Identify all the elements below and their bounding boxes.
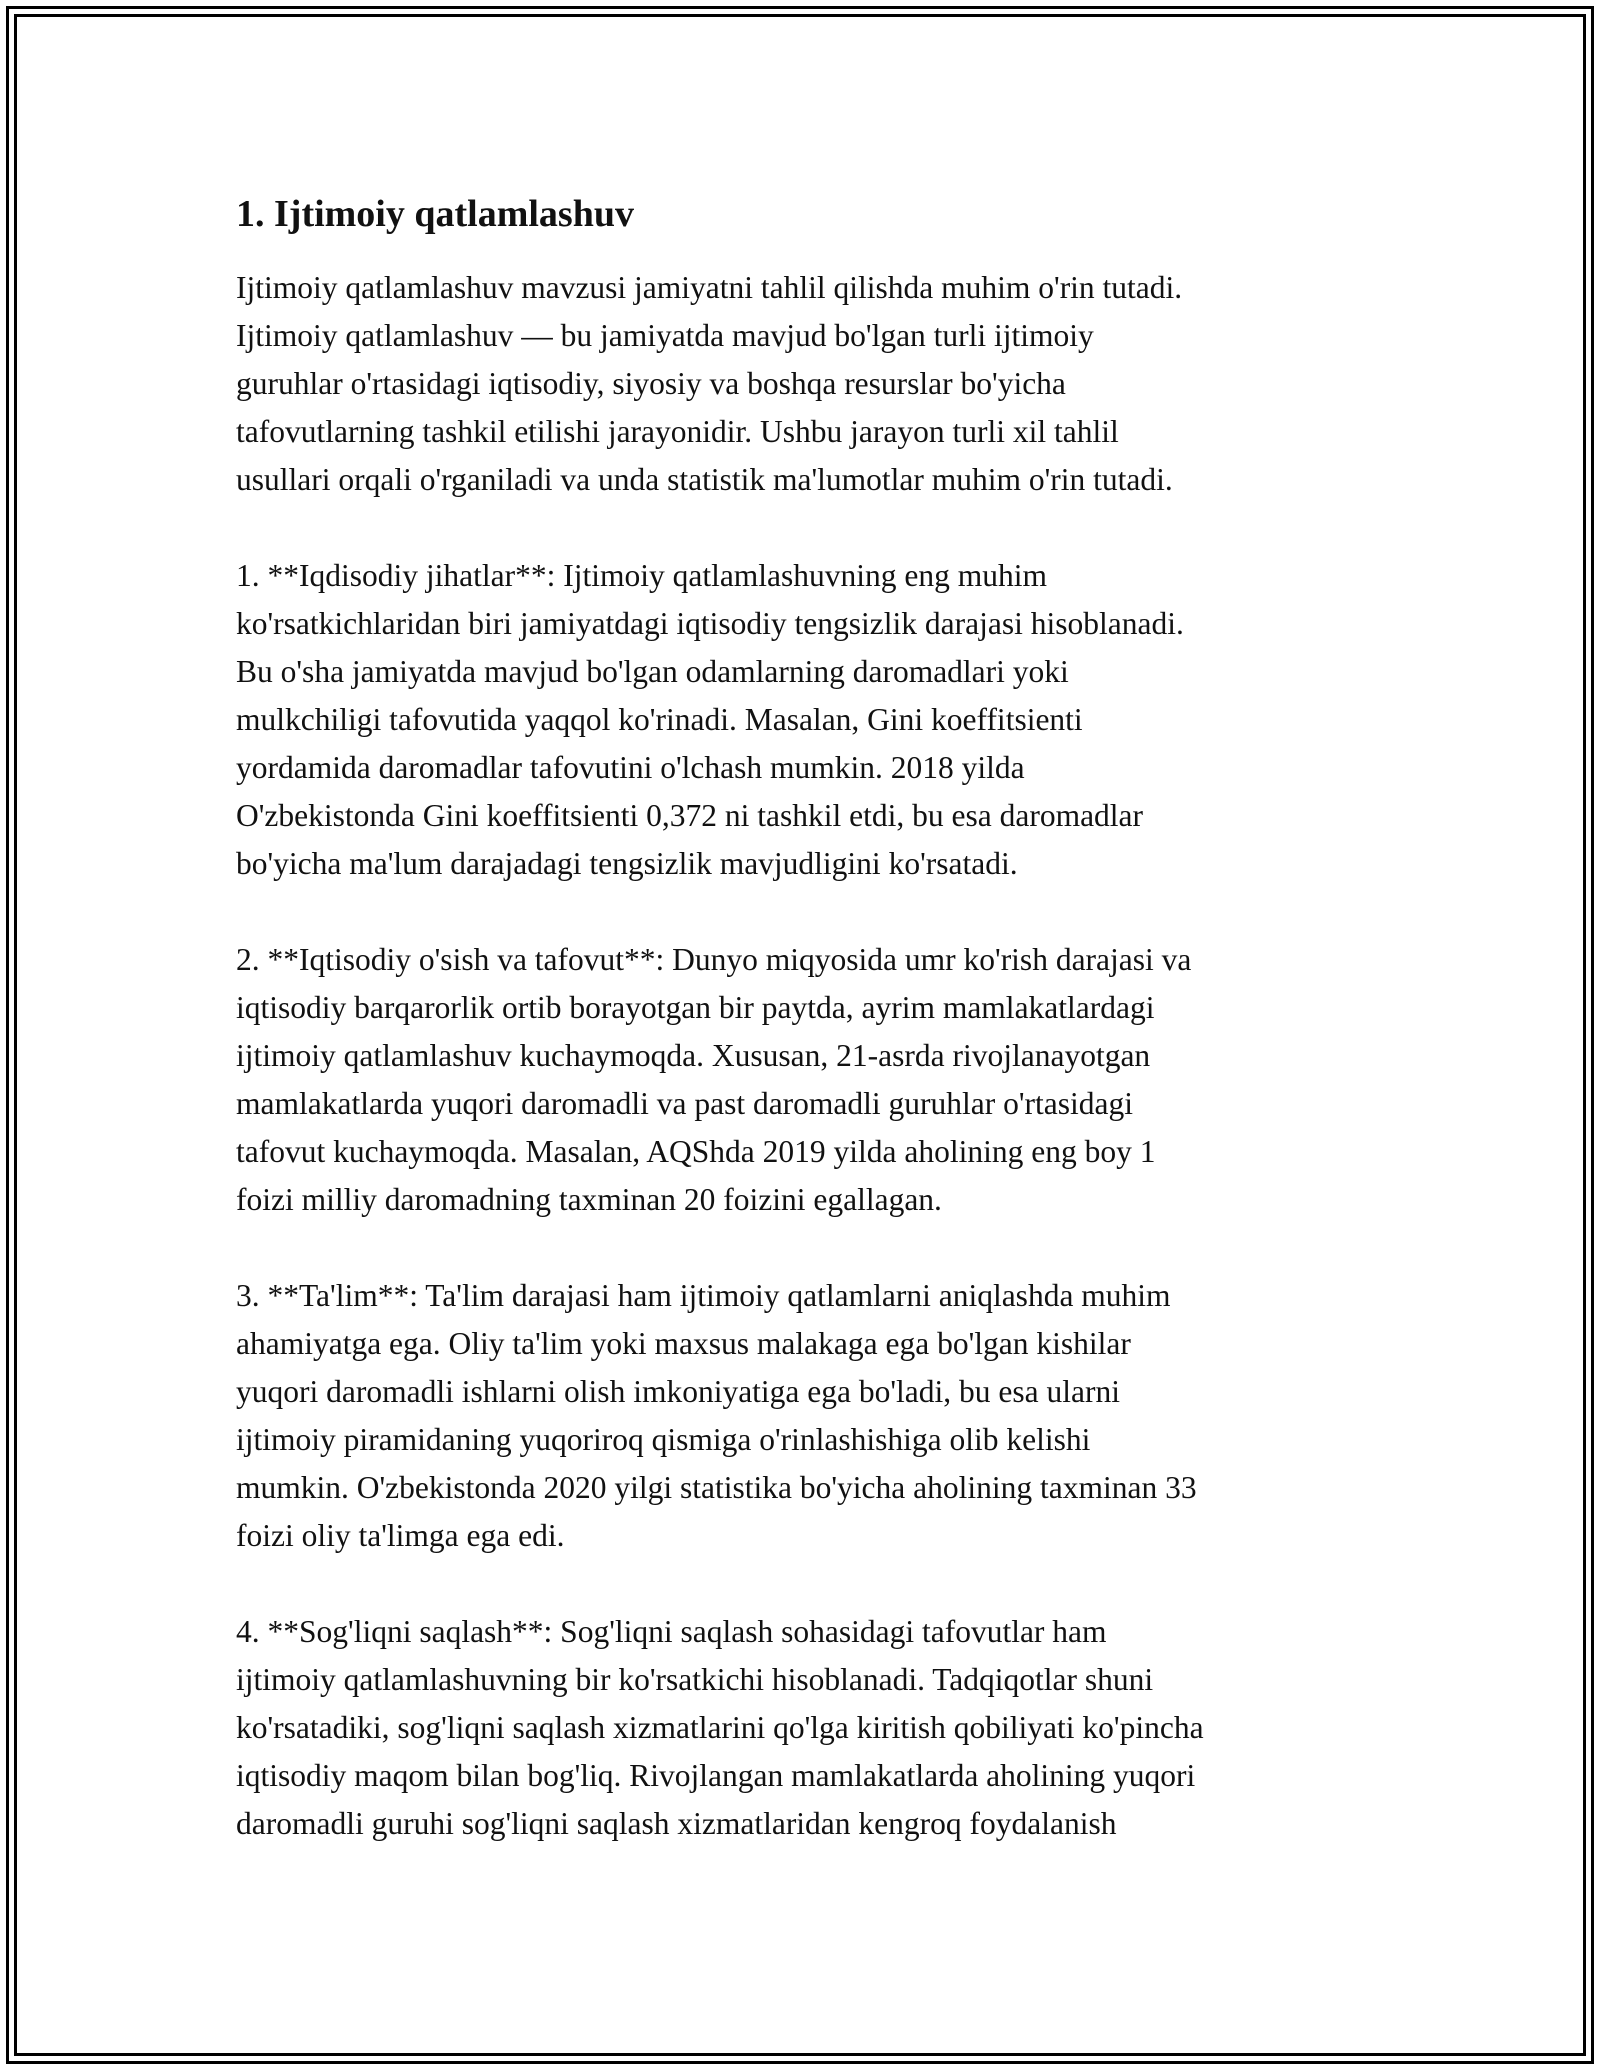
paragraph-healthcare [236, 1608, 1376, 1848]
text-line: usullari orqali o'rganiladi va unda statistik ma'lumotlar muhim o'rin tutadi. [236, 462, 1173, 497]
document-body [236, 190, 1376, 1896]
text-line: tafovut kuchaymoqda. Masalan, AQShda 2019 yilda aholining eng boy 1 [236, 1134, 1156, 1169]
text-line: bo'yicha ma'lum darajadagi tengsizlik mavjudligini ko'rsatadi. [236, 846, 1018, 881]
text-line: O'zbekistonda Gini koeffitsienti 0,372 ni tashkil etdi, bu esa daromadlar [236, 798, 1144, 833]
text-line: 1. **Iqdisodiy jihatlar**: Ijtimoiy qatlamlashuvning eng muhim [236, 558, 1048, 593]
text-line: yuqori daromadli ishlarni olish imkoniyatiga ega bo'ladi, bu esa ularni [236, 1374, 1120, 1409]
text-line: Bu o'sha jamiyatda mavjud bo'lgan odamlarning daromadlari yoki [236, 654, 1069, 689]
text-line: iqtisodiy maqom bilan bog'liq. Rivojlangan mamlakatlarda aholining yuqori [236, 1758, 1196, 1793]
paragraph-intro [236, 264, 1376, 504]
text-line: ko'rsatkichlaridan biri jamiyatdagi iqtisodiy tengsizlik darajasi hisoblanadi. [236, 606, 1184, 641]
paragraph-economic-aspects [236, 552, 1376, 888]
text-line: mumkin. O'zbekistonda 2020 yilgi statistika bo'yicha aholining taxminan 33 [236, 1470, 1197, 1505]
text-line: ijtimoiy piramidaning yuqoriroq qismiga o'rinlashishiga olib kelishi [236, 1422, 1091, 1457]
text-line: mamlakatlarda yuqori daromadli va past daromadli guruhlar o'rtasidagi [236, 1086, 1134, 1121]
text-line: Ijtimoiy qatlamlashuv — bu jamiyatda mavjud bo'lgan turli ijtimoiy [236, 318, 1094, 353]
text-line: ijtimoiy qatlamlashuv kuchaymoqda. Xususan, 21-asrda rivojlanayotgan [236, 1038, 1151, 1073]
text-line: Ijtimoiy qatlamlashuv mavzusi jamiyatni tahlil qilishda muhim o'rin tutadi. [236, 270, 1183, 305]
text-line: 3. **Ta'lim**: Ta'lim darajasi ham ijtimoiy qatlamlarni aniqlashda muhim [236, 1278, 1171, 1313]
paragraph-education [236, 1272, 1376, 1560]
text-line: iqtisodiy barqarorlik ortib borayotgan bir paytda, ayrim mamlakatlardagi [236, 990, 1155, 1025]
text-line: 4. **Sog'liqni saqlash**: Sog'liqni saqlash sohasidagi tafovutlar ham [236, 1614, 1107, 1649]
text-line: ko'rsatadiki, sog'liqni saqlash xizmatlarini qo'lga kiritish qobiliyati ko'pincha [236, 1710, 1204, 1745]
text-line: yordamida daromadlar tafovutini o'lchash mumkin. 2018 yilda [236, 750, 1025, 785]
text-line: foizi oliy ta'limga ega edi. [236, 1518, 565, 1553]
text-line: foizi milliy daromadning taxminan 20 foizini egallagan. [236, 1182, 942, 1217]
text-line: daromadli guruhi sog'liqni saqlash xizmatlaridan kengroq foydalanish [236, 1806, 1117, 1841]
text-line: mulkchiligi tafovutida yaqqol ko'rinadi. Masalan, Gini koeffitsienti [236, 702, 1083, 737]
paragraph-economic-growth [236, 936, 1376, 1224]
section-title: 1. Ijtimoiy qatlamlashuv [236, 193, 634, 235]
text-line: ahamiyatga ega. Oliy ta'lim yoki maxsus malakaga ega bo'lgan kishilar [236, 1326, 1131, 1361]
text-line: tafovutlarning tashkil etilishi jarayonidir. Ushbu jarayon turli xil tahlil [236, 414, 1119, 449]
text-line: guruhlar o'rtasidagi iqtisodiy, siyosiy va boshqa resurslar bo'yicha [236, 366, 1066, 401]
text-line: ijtimoiy qatlamlashuvning bir ko'rsatkichi hisoblanadi. Tadqiqotlar shuni [236, 1662, 1154, 1697]
text-line: 2. **Iqtisodiy o'sish va tafovut**: Dunyo miqyosida umr ko'rish darajasi va [236, 942, 1192, 977]
